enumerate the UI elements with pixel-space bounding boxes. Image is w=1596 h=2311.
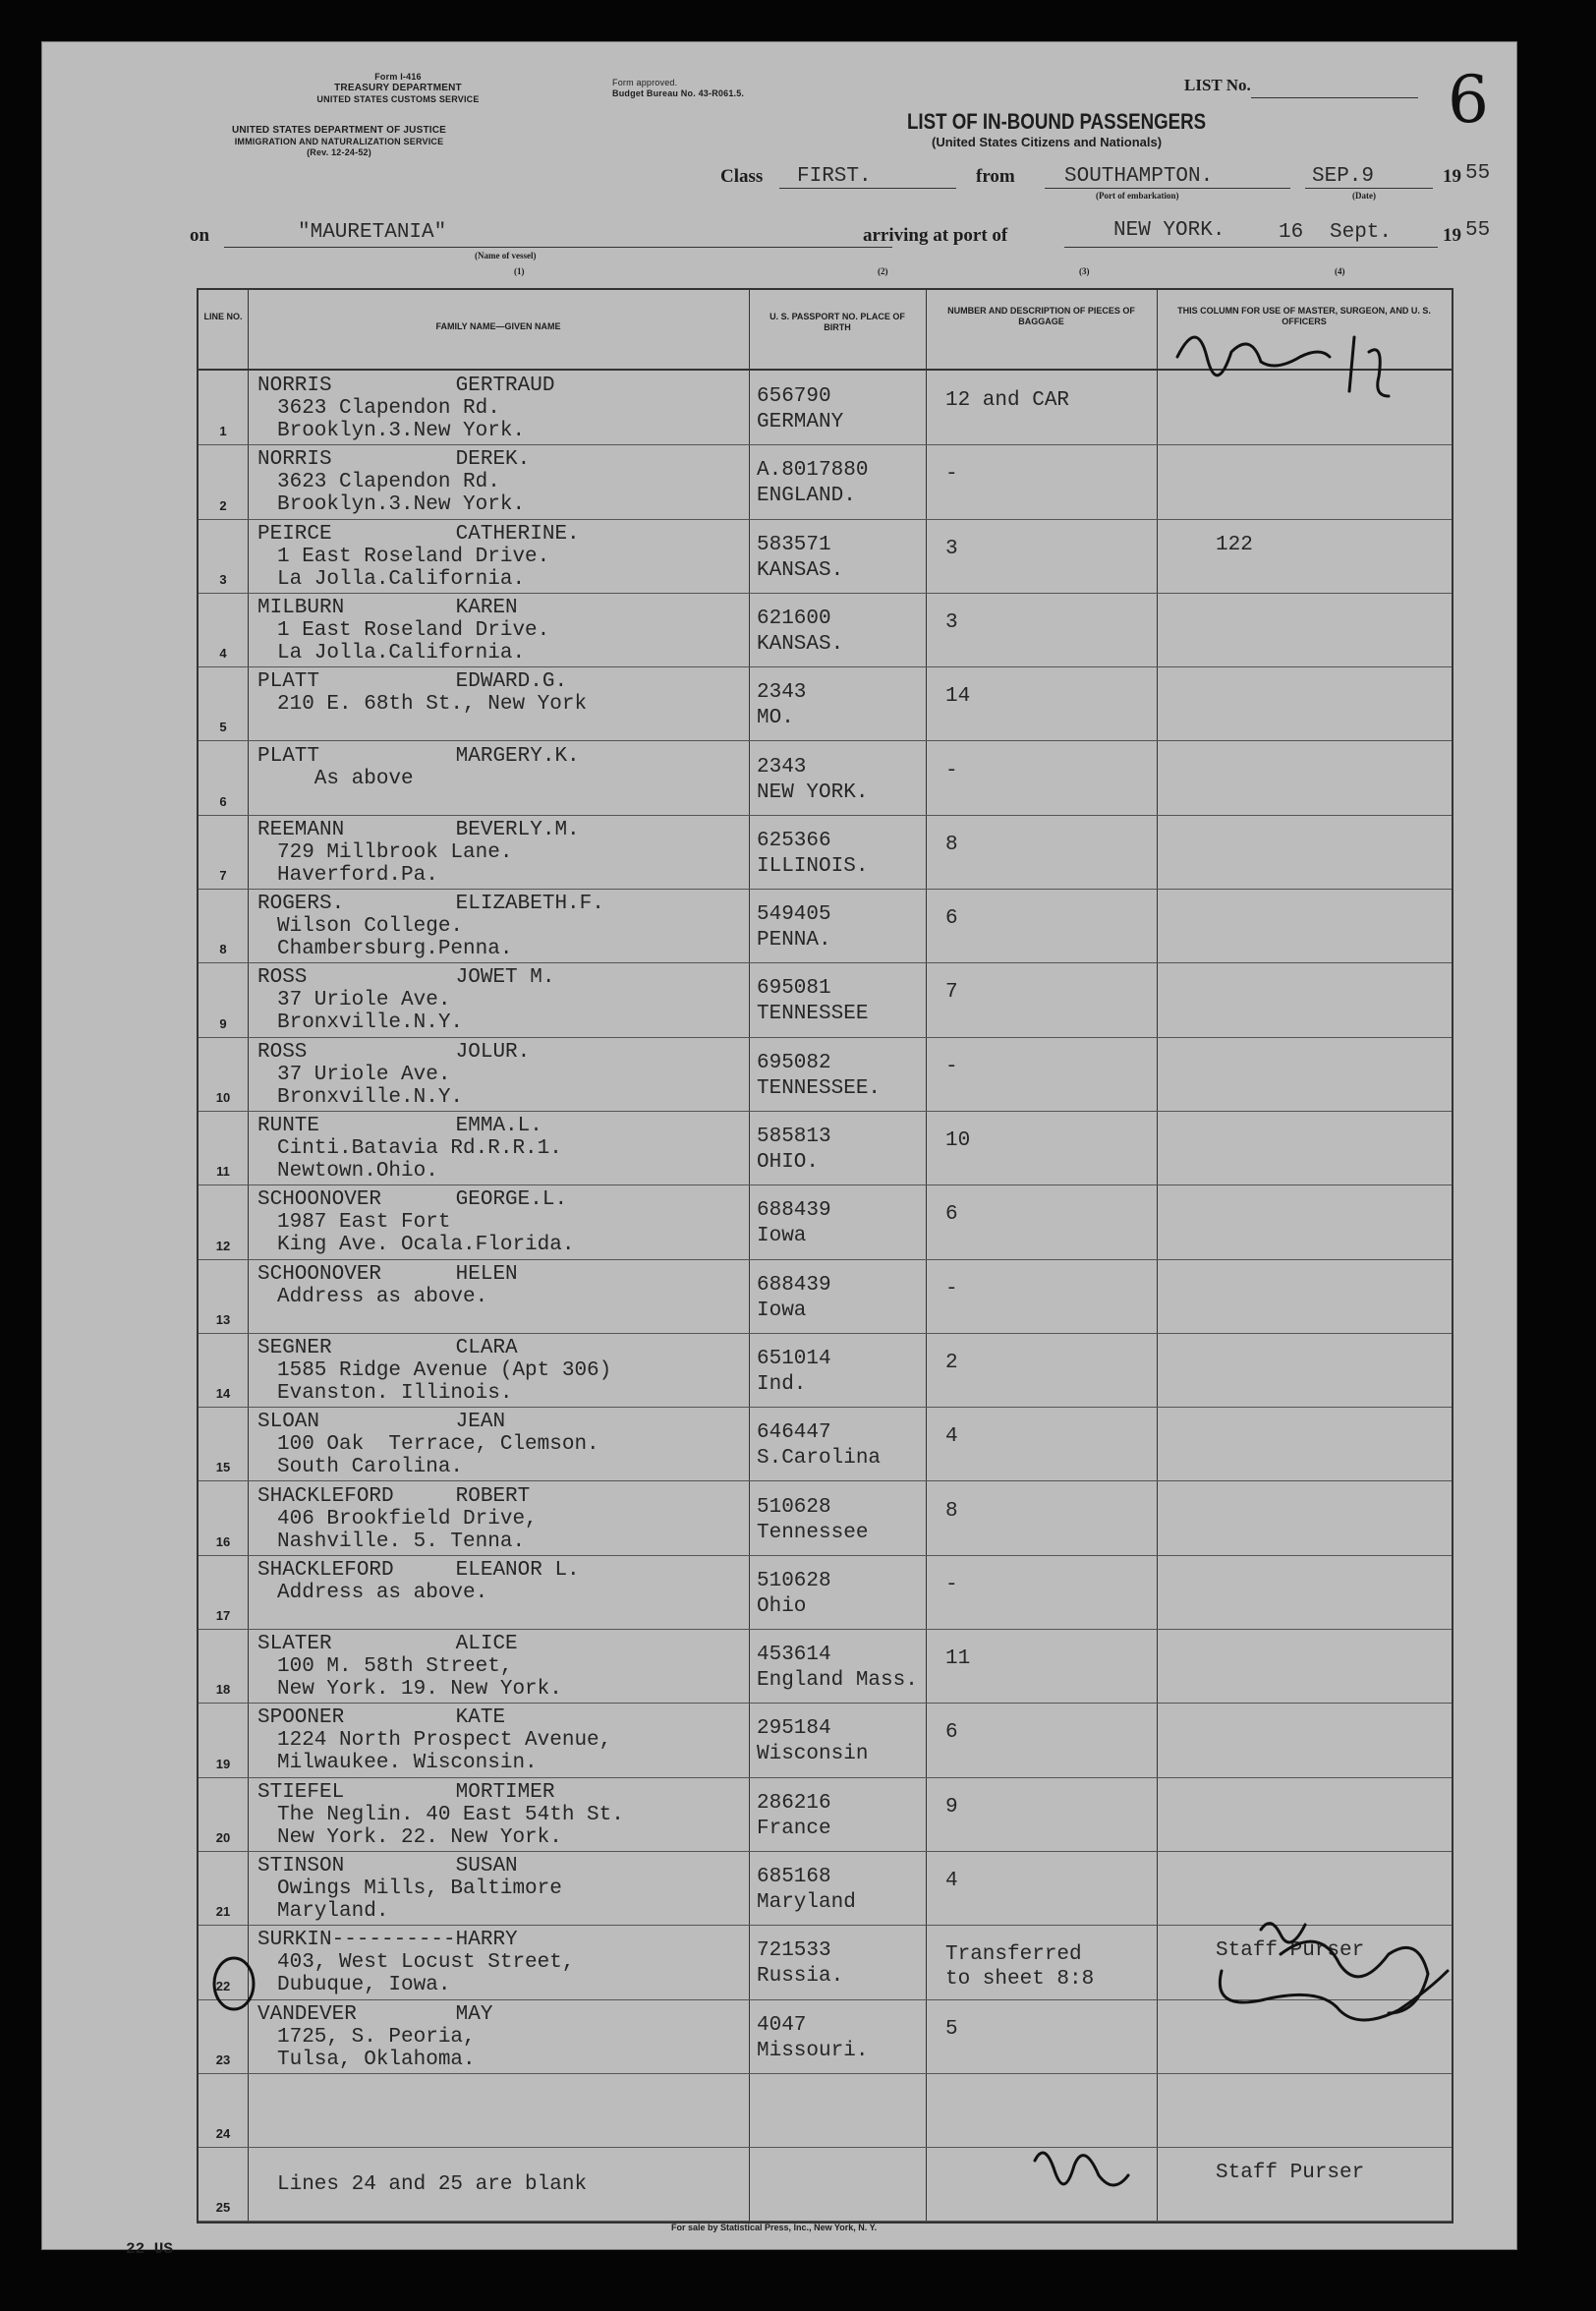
address-line-2: La Jolla.California. [277, 641, 526, 664]
baggage-count: Transferred to sheet 8:8 [945, 1943, 1095, 1992]
place-of-birth: GERMANY [757, 411, 844, 433]
address-line-1: The Neglin. 40 East 54th St. [277, 1803, 624, 1826]
passport-number: 688439 [757, 1199, 831, 1223]
baggage-count: 6 [945, 907, 958, 931]
col-officers-header: THIS COLUMN FOR USE OF MASTER, SURGEON, AND U. S. OFFICERS [1177, 306, 1431, 326]
passport-number: 646447 [757, 1421, 831, 1445]
baggage-count: 11 [945, 1647, 971, 1671]
year-suffix: 55 [1465, 162, 1491, 185]
line-number: 24 [215, 2126, 231, 2142]
line-number: 10 [215, 1089, 231, 1105]
form-code: 22 US [126, 2240, 174, 2258]
passport-number: 721533 [757, 1939, 831, 1963]
passenger-name: NORRIS GERTRAUD [257, 375, 555, 397]
passport-number: 583571 [757, 533, 831, 556]
passenger-name: PEIRCE CATHERINE. [257, 522, 580, 546]
line-number: 23 [215, 2051, 231, 2067]
col-baggage-header: NUMBER AND DESCRIPTION OF PIECES OF BAGGAGE [947, 306, 1135, 326]
baggage-count: 3 [945, 610, 958, 634]
arrival-year-suffix: 55 [1465, 219, 1491, 242]
document-subtitle: (United States Citizens and Nationals) [932, 135, 1163, 149]
passport-number: 510628 [757, 1495, 831, 1519]
passenger-name: SLOAN JEAN [257, 1411, 506, 1434]
line-number: 13 [215, 1311, 231, 1327]
address-line-2: Tulsa, Oklahoma. [277, 2048, 476, 2071]
passport-number: 695081 [757, 977, 831, 1001]
passport-number: 685168 [757, 1866, 831, 1888]
baggage-count: 4 [945, 1425, 958, 1449]
passenger-name: ROGERS. ELIZABETH.F. [257, 893, 604, 916]
line-number: 8 [219, 942, 227, 957]
address-line-2: Nashville. 5. Tenna. [277, 1530, 526, 1553]
passenger-name: SPOONER KATE [257, 1706, 506, 1730]
rev-label: (Rev. 12-24-52) [307, 147, 371, 157]
list-no-label: LIST No. [1184, 76, 1251, 94]
address-line-2: Evanston. Illinois. [277, 1381, 513, 1405]
address-line-1: 406 Brookfield Drive, [277, 1507, 538, 1531]
passenger-name: SLATER ALICE [257, 1633, 518, 1656]
year-prefix: 19 [1443, 166, 1461, 187]
line-number: 2 [219, 497, 227, 513]
baggage-count: 8 [945, 833, 958, 856]
place-of-birth: Ohio [757, 1594, 807, 1618]
passport-number: A.8017880 [757, 459, 869, 483]
passenger-name: MILBURN KAREN [257, 596, 518, 619]
passport-number: 625366 [757, 829, 831, 852]
col-caption-1: (1) [514, 266, 525, 276]
baggage-count: 7 [945, 981, 958, 1005]
form-number: Form I-416 [374, 72, 422, 82]
line-number: 20 [215, 1829, 231, 1845]
baggage-count: 10 [945, 1129, 971, 1152]
line-number: 3 [219, 571, 227, 587]
passport-number: 2343 [757, 681, 807, 705]
address-line-1: As above [277, 767, 414, 790]
arrival-month: Sept. [1330, 221, 1393, 244]
baggage-count: 4 [945, 1870, 958, 1892]
passport-number: 510628 [757, 1569, 831, 1592]
address-line-2: Bronxville.N.Y. [277, 1085, 464, 1109]
passport-number: 695082 [757, 1051, 831, 1074]
passport-number: 656790 [757, 385, 831, 408]
passenger-name: STIEFEL MORTIMER [257, 1780, 555, 1804]
address-line-1: 1 East Roseland Drive. [277, 545, 550, 568]
address-line-1: Lines 24 and 25 are blank [277, 2173, 588, 2197]
date-caption: (Date) [1352, 191, 1376, 201]
address-line-1: 210 E. 68th St., New York [277, 693, 588, 717]
col-line-header: LINE NO. [203, 312, 243, 321]
treasury-label: TREASURY DEPARTMENT [334, 83, 462, 93]
address-line-1: 100 M. 58th Street, [277, 1655, 513, 1679]
place-of-birth: ENGLAND. [757, 485, 856, 508]
arrival-port: NEW YORK. [1113, 219, 1226, 242]
manifest-page [41, 41, 1517, 2258]
baggage-count: 9 [945, 1795, 958, 1819]
passenger-name: STINSON SUSAN [257, 1855, 518, 1878]
class-label: Class [720, 166, 764, 187]
embark-port: SOUTHAMPTON. [1064, 165, 1214, 188]
line-number: 4 [219, 646, 227, 662]
baggage-count: 6 [945, 1203, 958, 1227]
place-of-birth: Russia. [757, 1965, 844, 1989]
passport-number: 286216 [757, 1791, 831, 1815]
line-number: 11 [216, 1164, 230, 1180]
line-number: 5 [219, 720, 227, 735]
passenger-name: PLATT EDWARD.G. [257, 670, 568, 694]
from-label: from [976, 166, 1015, 187]
place-of-birth: KANSAS. [757, 558, 844, 582]
address-line-1: Cinti.Batavia Rd.R.R.1. [277, 1137, 562, 1160]
line-number: 15 [215, 1460, 231, 1475]
place-of-birth: Maryland [757, 1891, 856, 1914]
approved-label: Form approved. [612, 78, 678, 87]
address-line-2: La Jolla.California. [277, 567, 526, 591]
place-of-birth: Missouri. [757, 2039, 869, 2062]
line-number: 16 [215, 1533, 231, 1549]
budget-label: Budget Bureau No. 43-R061.5. [612, 88, 745, 98]
vessel-caption: (Name of vessel) [475, 251, 537, 260]
place-of-birth: KANSAS. [757, 632, 844, 656]
document-title: LIST OF IN-BOUND PASSENGERS [907, 109, 1207, 134]
address-line-1: Wilson College. [277, 915, 464, 939]
passport-number: 295184 [757, 1717, 831, 1741]
address-line-1: 1725, S. Peoria, [277, 2025, 476, 2049]
address-line-2: Newtown.Ohio. [277, 1160, 438, 1183]
place-of-birth: TENNESSEE. [757, 1076, 882, 1100]
passenger-name: ROSS JOWET M. [257, 966, 555, 990]
col-passport-header: U. S. PASSPORT NO. PLACE OF BIRTH [770, 312, 905, 332]
arriving-label: arriving at port of [863, 225, 1008, 246]
address-line-1: 729 Millbrook Lane. [277, 840, 513, 864]
address-line-2: South Carolina. [277, 1456, 464, 1479]
address-line-2: Chambersburg.Penna. [277, 938, 513, 961]
address-line-2: Dubuque, Iowa. [277, 1974, 451, 1997]
col-caption-2: (2) [878, 266, 888, 276]
line-number: 17 [215, 1608, 231, 1624]
address-line-1: 37 Uriole Ave. [277, 989, 451, 1012]
line-number: 19 [215, 1756, 231, 1771]
baggage-count: 8 [945, 1499, 958, 1523]
address-line-1: 1 East Roseland Drive. [277, 618, 550, 642]
passport-number: 621600 [757, 607, 831, 630]
ins-label: IMMIGRATION AND NATURALIZATION SERVICE [234, 137, 444, 146]
place-of-birth: Tennessee [757, 1521, 869, 1544]
address-line-2: Milwaukee. Wisconsin. [277, 1752, 538, 1775]
line-number: 25 [215, 2200, 231, 2216]
handwritten-annotations [42, 42, 1516, 2249]
address-line-2: Brooklyn.3.New York. [277, 420, 526, 442]
list-no-value: 6 [1448, 62, 1489, 138]
address-line-2: New York. 22. New York. [277, 1825, 562, 1849]
line-number: 21 [215, 1904, 231, 1920]
line-number: 1 [219, 424, 227, 439]
passport-number: 2343 [757, 755, 807, 779]
address-line-1: Owings Mills, Baltimore [277, 1878, 562, 1900]
class-value: FIRST. [797, 165, 872, 188]
passenger-name: NORRIS DEREK. [257, 448, 531, 472]
place-of-birth: England Mass. [757, 1669, 918, 1693]
place-of-birth: NEW YORK. [757, 780, 869, 804]
passport-number: 688439 [757, 1273, 831, 1297]
line-number: 18 [215, 1682, 231, 1698]
place-of-birth: TENNESSEE [757, 1003, 869, 1026]
place-of-birth: ILLINOIS. [757, 854, 869, 878]
baggage-count: 12 and CAR [945, 389, 1070, 412]
arrival-day: 16 [1279, 221, 1304, 244]
passport-number: 549405 [757, 903, 831, 927]
passport-number: 585813 [757, 1126, 831, 1148]
justice-label: UNITED STATES DEPARTMENT OF JUSTICE [231, 125, 447, 136]
address-line-1: 3623 Clapendon Rd. [277, 397, 500, 420]
address-line-2: Brooklyn.3.New York. [277, 493, 526, 517]
passport-number: 651014 [757, 1347, 831, 1370]
passenger-name: SEGNER CLARA [257, 1336, 518, 1359]
baggage-count: - [945, 1277, 958, 1300]
place-of-birth: OHIO. [757, 1151, 820, 1174]
col-caption-4: (4) [1335, 266, 1345, 276]
address-line-1: Address as above. [277, 1285, 488, 1308]
passenger-name: RUNTE EMMA.L. [257, 1115, 542, 1137]
passenger-name: VANDEVER MAY [257, 2002, 493, 2026]
line-number: 7 [219, 868, 227, 884]
embark-date: SEP.9 [1312, 165, 1375, 188]
passenger-name: SCHOONOVER HELEN [257, 1262, 518, 1286]
address-line-1: 403, West Locust Street, [277, 1951, 575, 1975]
passenger-name: REEMANN BEVERLY.M. [257, 818, 580, 841]
place-of-birth: Iowa [757, 1299, 807, 1322]
place-of-birth: France [757, 1817, 831, 1840]
on-label: on [190, 225, 210, 246]
arrival-year-prefix: 19 [1443, 225, 1461, 246]
passport-number: 4047 [757, 2013, 807, 2037]
address-line-2: Bronxville.N.Y. [277, 1011, 464, 1035]
baggage-count: 3 [945, 537, 958, 560]
customs-label: UNITED STATES CUSTOMS SERVICE [316, 94, 480, 104]
baggage-count: 2 [945, 1351, 958, 1374]
passenger-name: SHACKLEFORD ELEANOR L. [257, 1558, 580, 1582]
officer-note: 122 [1216, 533, 1253, 556]
col-caption-3: (3) [1079, 266, 1090, 276]
address-line-1: Address as above. [277, 1581, 488, 1604]
address-line-1: 1224 North Prospect Avenue, [277, 1729, 612, 1753]
officer-note: Staff Purser [1216, 2162, 1365, 2185]
baggage-count: - [945, 463, 958, 487]
passenger-name: SURKIN----------HARRY [257, 1929, 518, 1952]
passenger-name: ROSS JOLUR. [257, 1040, 531, 1064]
address-line-2: Haverford.Pa. [277, 863, 438, 887]
address-line-1: 100 Oak Terrace, Clemson. [277, 1433, 599, 1457]
passport-number: 453614 [757, 1644, 831, 1667]
address-line-2: King Ave. Ocala.Florida. [277, 1234, 575, 1257]
line-number: 14 [215, 1386, 231, 1402]
baggage-count: 6 [945, 1721, 958, 1745]
address-line-1: 1987 East Fort [277, 1211, 451, 1235]
passenger-name: SCHOONOVER GEORGE.L. [257, 1188, 568, 1212]
address-line-1: 1585 Ridge Avenue (Apt 306) [277, 1358, 612, 1382]
line-number: 6 [219, 793, 227, 809]
baggage-count: 14 [945, 685, 971, 709]
baggage-count: - [945, 759, 958, 782]
officer-note: Staff Purser [1216, 1939, 1365, 1963]
place-of-birth: MO. [757, 707, 794, 730]
line-number: 9 [219, 1015, 227, 1031]
place-of-birth: Iowa [757, 1225, 807, 1248]
place-of-birth: Wisconsin [757, 1743, 869, 1766]
address-line-1: 37 Uriole Ave. [277, 1063, 451, 1086]
address-line-1: 3623 Clapendon Rd. [277, 471, 500, 494]
place-of-birth: Ind. [757, 1372, 807, 1396]
line-number: 22 [215, 1978, 231, 1993]
address-line-2: Maryland. [277, 1900, 389, 1923]
baggage-count: - [945, 1055, 958, 1078]
col-name-header: FAMILY NAME—GIVEN NAME [435, 321, 561, 331]
port-caption: (Port of embarkation) [1096, 191, 1179, 201]
printer-line: For sale by Statistical Press, Inc., New York, N. Y. [671, 2223, 878, 2232]
passenger-name: SHACKLEFORD ROBERT [257, 1484, 531, 1508]
place-of-birth: PENNA. [757, 929, 831, 953]
baggage-count: 5 [945, 2017, 958, 2041]
vessel-name: "MAURETANIA" [298, 221, 447, 244]
line-number: 12 [215, 1238, 231, 1253]
passenger-name: PLATT MARGERY.K. [257, 744, 580, 768]
address-line-2: New York. 19. New York. [277, 1678, 562, 1702]
baggage-count: - [945, 1573, 958, 1596]
place-of-birth: S.Carolina [757, 1447, 882, 1471]
